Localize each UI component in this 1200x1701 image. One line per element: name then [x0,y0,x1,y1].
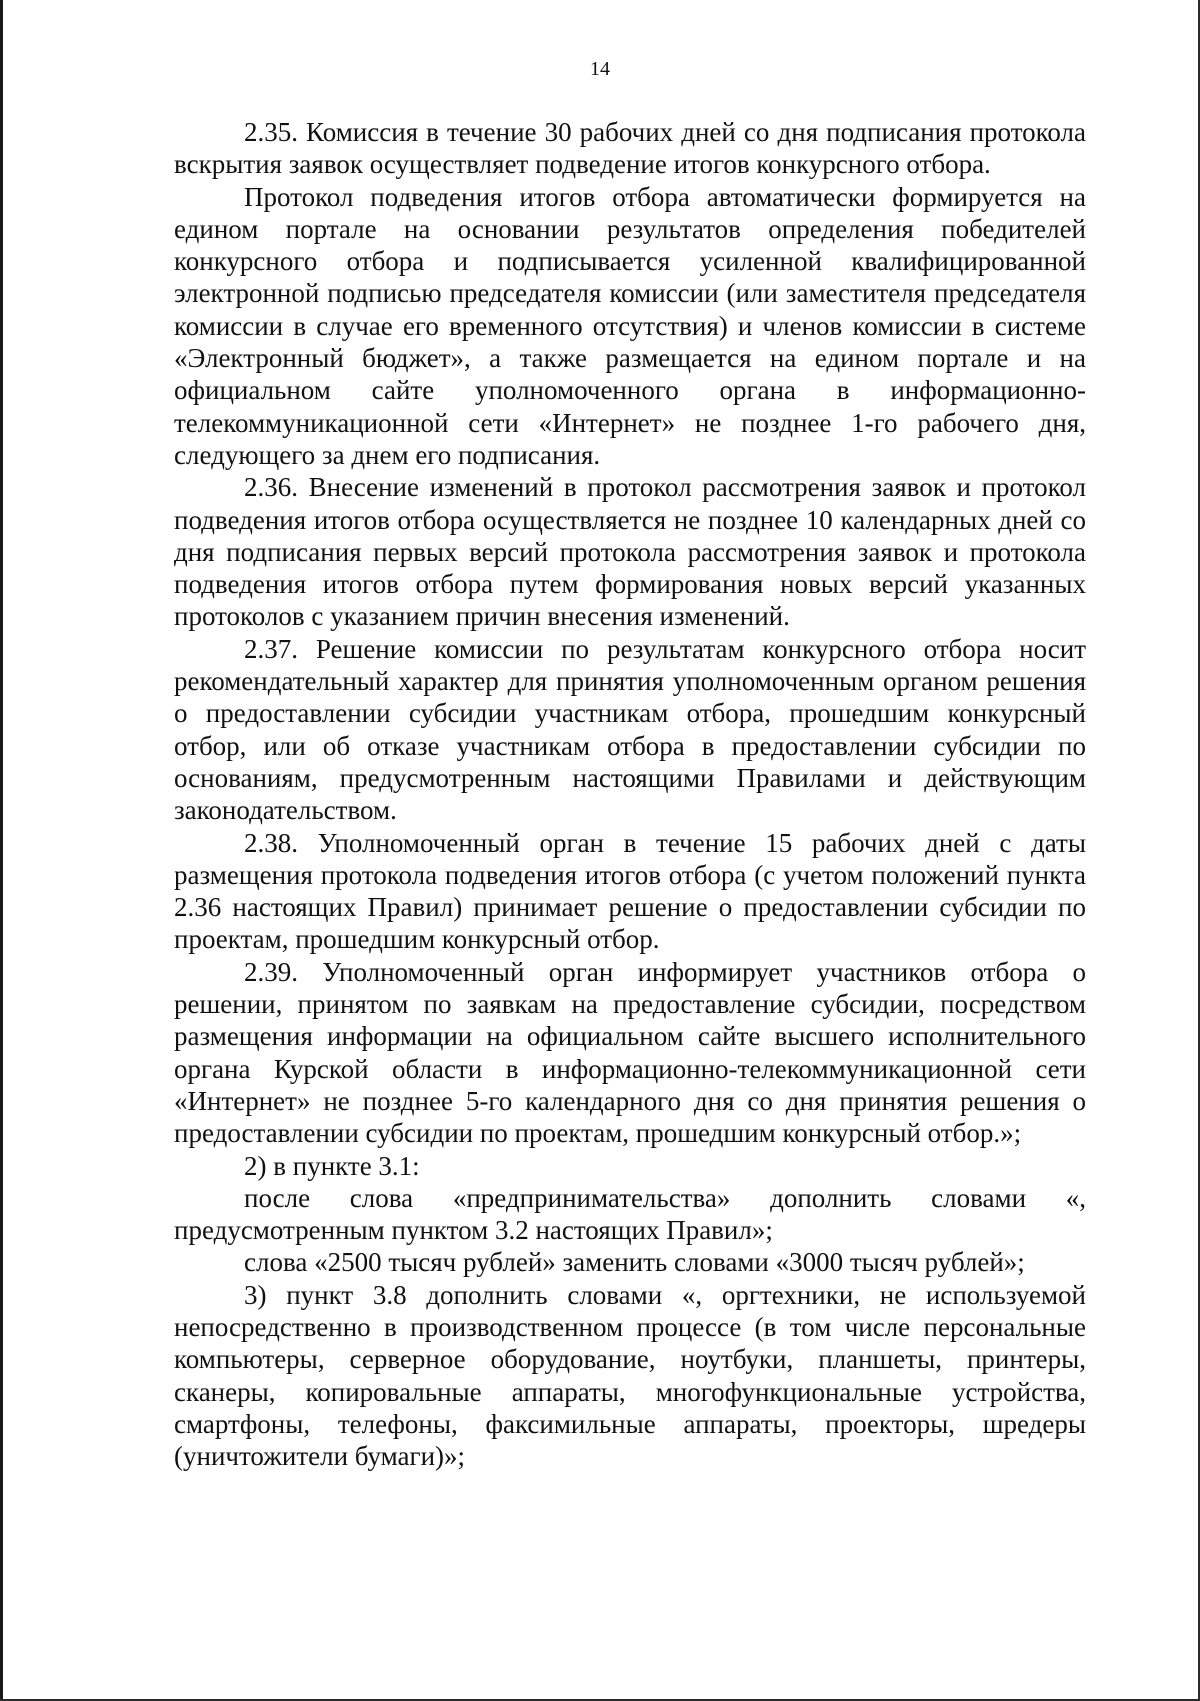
paragraph-item-2-after-word: после слова «предпринимательства» дополнить словами «, предусмотренным пунктом 3.2 настоящих Правил»; [174,1182,1086,1246]
paragraph-2-35: 2.35. Комиссия в течение 30 рабочих дней со дня подписания протокола вскрытия заявок осуществляет подведение итогов конкурсного отбора. [174,117,1086,180]
scan-edge-left [0,0,3,1701]
paragraph-2-38: 2.38. Уполномоченный орган в течение 15 рабочих дней с даты размещения протокола подведения итогов отбора (с учетом положений пункта 2.36 настоящих Правил) принимает решение о предоставлении субсидии по проектам, прошедшим конкурсный отбор. [174,827,1086,955]
paragraph-2-36: 2.36. Внесение изменений в протокол рассмотрения заявок и протокол подведения итогов отбора осуществляется не позднее 10 календарных дней со дня подписания первых версий протокола рассмотрения заявок и протокола подведения итогов отбора путем формирования новых версий указанных протоколов с указанием причин внесения изменений. [174,472,1086,632]
paragraph-protocol-summary: Протокол подведения итогов отбора автоматически формируется на едином портале на основании результатов определения победителей конкурсного отбора и подписывается усиленной квалифицированной электронной подписью председателя комиссии (или заместителя председателя комиссии в случае его временного отсутствия) и членов комиссии в системе «Электронный бюджет», а также размещается на едином портале и на официальном сайте уполномоченного органа в информационно-телекоммуникационной сети «Интернет» не позднее 1-го рабочего дня, следующего за днем его подписания. [174,181,1086,470]
paragraph-item-2: 2) в пункте 3.1: [244,1150,420,1181]
paragraph-2-37: 2.37. Решение комиссии по результатам конкурсного отбора носит рекомендательный характер для принятия уполномоченным органом решения о предоставлении субсидии участникам отбора, прошедшим конкурсный отбор, или об отказе участникам отбора в предоставлении субсидии по основаниям, предусмотренным настоящими Правилами и действующим законодательством. [174,633,1086,826]
page-number: 14 [590,58,610,80]
paragraph-2-39: 2.39. Уполномоченный орган информирует участников отбора о решении, принятом по заявкам на предоставление субсидии, посредством размещения информации на официальном сайте высшего исполнительного органа Курской области в информационно-телекоммуникационной сети «Интернет» не позднее 5-го календарного дня со дня принятия решения о предоставлении субсидии по проектам, прошедшим конкурсный отбор.»; [174,956,1086,1149]
paragraph-item-3: 3) пункт 3.8 дополнить словами «, оргтехники, не используемой непосредственно в производственном процессе (в том числе персональные компьютеры, серверное оборудование, ноутбуки, планшеты, принтеры, сканеры, копировальные аппараты, многофункциональные устройства, смартфоны, телефоны, факсимильные аппараты, проекторы, шредеры (уничтожители бумаги)»; [174,1279,1086,1472]
paragraph-item-2-replace-amount: слова «2500 тысяч рублей» заменить словами «3000 тысяч рублей»; [244,1247,1025,1278]
document-body [174,116,1086,1472]
